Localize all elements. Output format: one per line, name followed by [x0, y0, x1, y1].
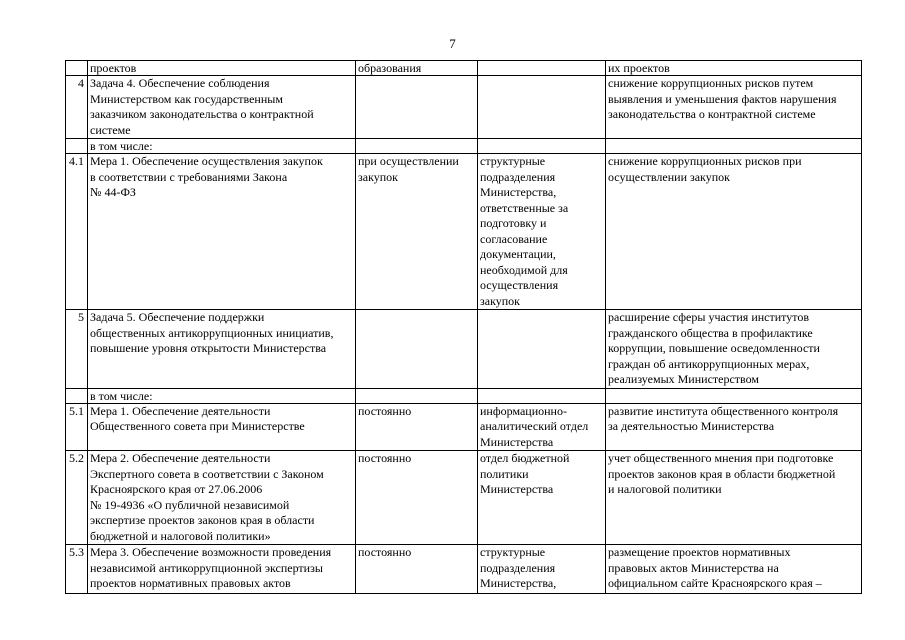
cell-num: 4.1 — [66, 154, 88, 310]
table-row — [66, 545, 862, 594]
table-row — [66, 403, 862, 451]
measures-table — [65, 60, 862, 594]
cell-num: 5.2 — [66, 451, 88, 545]
cell-term — [356, 388, 478, 403]
cell-result — [606, 139, 862, 154]
cell-term: постоянно — [356, 451, 478, 545]
cell-responsible: структурные подразделения Министерства, — [478, 545, 606, 594]
cell-result: снижение коррупционных рисков при осуществлении закупок — [606, 154, 862, 310]
cell-result: снижение коррупционных рисков путем выявления и уменьшения фактов нарушения законодательства о контрактной системе — [606, 76, 862, 139]
cell-result: размещение проектов нормативных правовых актов Министерства на официальном сайте Красноярского края – — [606, 545, 862, 594]
cell-term: при осуществлении закупок — [356, 154, 478, 310]
cell-responsible: отдел бюджетной политики Министерства — [478, 451, 606, 545]
cell-num: 4 — [66, 76, 88, 139]
cell-num — [66, 61, 88, 76]
cell-result: развитие института общественного контроля за деятельностью Министерства — [606, 403, 862, 451]
table-row — [66, 388, 862, 403]
cell-num — [66, 139, 88, 154]
cell-responsible: структурные подразделения Министерства, ответственные за подготовку и согласование документации, необходимой для осуществления закупок — [478, 154, 606, 310]
cell-term: постоянно — [356, 545, 478, 594]
cell-term — [356, 139, 478, 154]
cell-term — [356, 76, 478, 139]
table-header-continuation-row — [66, 61, 862, 76]
cell-responsible — [478, 139, 606, 154]
cell-result — [606, 388, 862, 403]
cell-responsible — [478, 61, 606, 76]
table-row — [66, 139, 862, 154]
cell-name: проектов — [88, 61, 356, 76]
table-row — [66, 154, 862, 310]
cell-result: их проектов — [606, 61, 862, 76]
cell-num: 5.1 — [66, 403, 88, 451]
cell-result: расширение сферы участия институтов гражданского общества в профилактике коррупции, повышение осведомленности граждан об антикоррупционных мерах, реализуемых Министерством — [606, 310, 862, 389]
cell-name: Мера 3. Обеспечение возможности проведения независимой антикоррупционной экспертизы проектов нормативных правовых актов — [88, 545, 356, 594]
table-row — [66, 310, 862, 389]
cell-name: Мера 2. Обеспечение деятельности Экспертного совета в соответствии с Законом Красноярского края от 27.06.2006 № 19-4936 «О публичной независимой экспертизе проектов законов края в области бюджетной и налоговой политики» — [88, 451, 356, 545]
cell-num: 5 — [66, 310, 88, 389]
cell-name: Задача 4. Обеспечение соблюдения Министерством как государственным заказчиком законодательства о контрактной системе — [88, 76, 356, 139]
cell-name: в том числе: — [88, 388, 356, 403]
page-number: 7 — [449, 36, 456, 51]
cell-term: постоянно — [356, 403, 478, 451]
cell-responsible — [478, 310, 606, 389]
cell-term: образования — [356, 61, 478, 76]
cell-name: Задача 5. Обеспечение поддержки общественных антикоррупционных инициатив, повышение уровня открытости Министерства — [88, 310, 356, 389]
cell-num — [66, 388, 88, 403]
cell-num: 5.3 — [66, 545, 88, 594]
cell-term — [356, 310, 478, 389]
cell-name: Мера 1. Обеспечение осуществления закупок в соответствии с требованиями Закона № 44-ФЗ — [88, 154, 356, 310]
cell-responsible: информационно- аналитический отдел Министерства — [478, 403, 606, 451]
table-row — [66, 451, 862, 545]
table-row — [66, 76, 862, 139]
cell-responsible — [478, 388, 606, 403]
cell-result: учет общественного мнения при подготовке проектов законов края в области бюджетной и налоговой политики — [606, 451, 862, 545]
cell-name: Мера 1. Обеспечение деятельности Общественного совета при Министерстве — [88, 403, 356, 451]
cell-responsible — [478, 76, 606, 139]
cell-name: в том числе: — [88, 139, 356, 154]
